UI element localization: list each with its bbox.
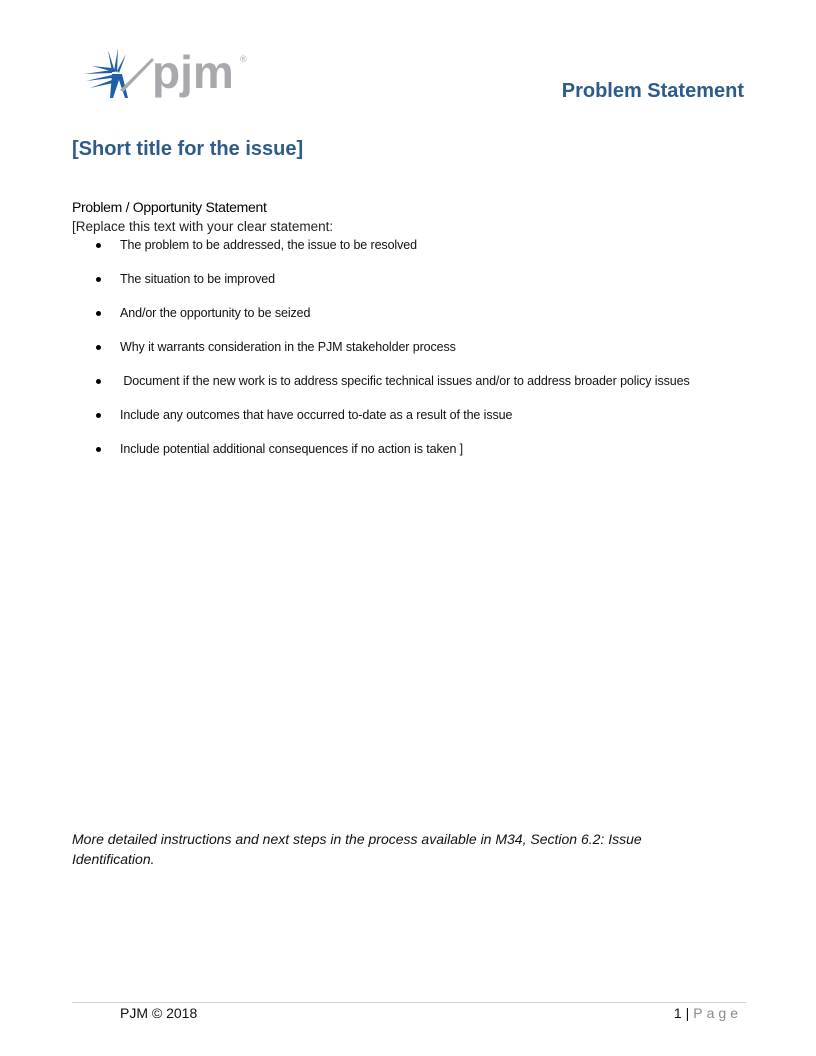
page-separator: | [685, 1005, 690, 1021]
bullet-icon [96, 379, 101, 384]
instructions-note: More detailed instructions and next steps in the process available in M34, Section 6.2: Issue Identification. [72, 831, 642, 867]
bullet-icon [96, 311, 101, 316]
list-item-text: Include any outcomes that have occurred to-date as a result of the issue [120, 408, 513, 422]
page-label: Page [693, 1005, 742, 1021]
bullet-icon [96, 277, 101, 282]
list-item [72, 304, 762, 338]
footer-copyright: PJM © 2018 [120, 1005, 198, 1021]
list-item-text: Why it warrants consideration in the PJM stakeholder process [120, 340, 456, 354]
registered-mark: ® [240, 54, 247, 64]
bullet-icon [96, 243, 101, 248]
list-item-text: And/or the opportunity to be seized [120, 306, 311, 320]
logo-wordmark: pjm [152, 46, 234, 98]
list-item [72, 372, 762, 406]
list-item [72, 270, 762, 304]
header-title: Problem Statement [561, 80, 744, 102]
list-item-text: Document if the new work is to address specific technical issues and/or to address broader policy issues [120, 374, 690, 388]
bullet-list [72, 236, 762, 474]
list-item-text: The problem to be addressed, the issue to be resolved [120, 238, 417, 252]
bullet-icon [96, 413, 101, 418]
list-item [72, 406, 762, 440]
page-number: 1 [673, 1005, 682, 1021]
pjm-logo-icon [82, 44, 252, 104]
footer-page-indicator [674, 1005, 742, 1021]
bullet-icon [96, 447, 101, 452]
document-title: [Short title for the issue] [72, 138, 304, 160]
bullet-icon [96, 345, 101, 350]
footer-divider [72, 1002, 746, 1003]
pjm-logo [82, 44, 252, 104]
list-item [72, 236, 762, 270]
list-item-text: The situation to be improved [120, 272, 275, 286]
intro-text: [Replace this text with your clear statement: [72, 219, 334, 234]
list-item-text: Include potential additional consequences if no action is taken ] [120, 442, 464, 456]
section-heading: Problem / Opportunity Statement [72, 199, 267, 215]
list-item [72, 440, 762, 474]
list-item [72, 338, 762, 372]
